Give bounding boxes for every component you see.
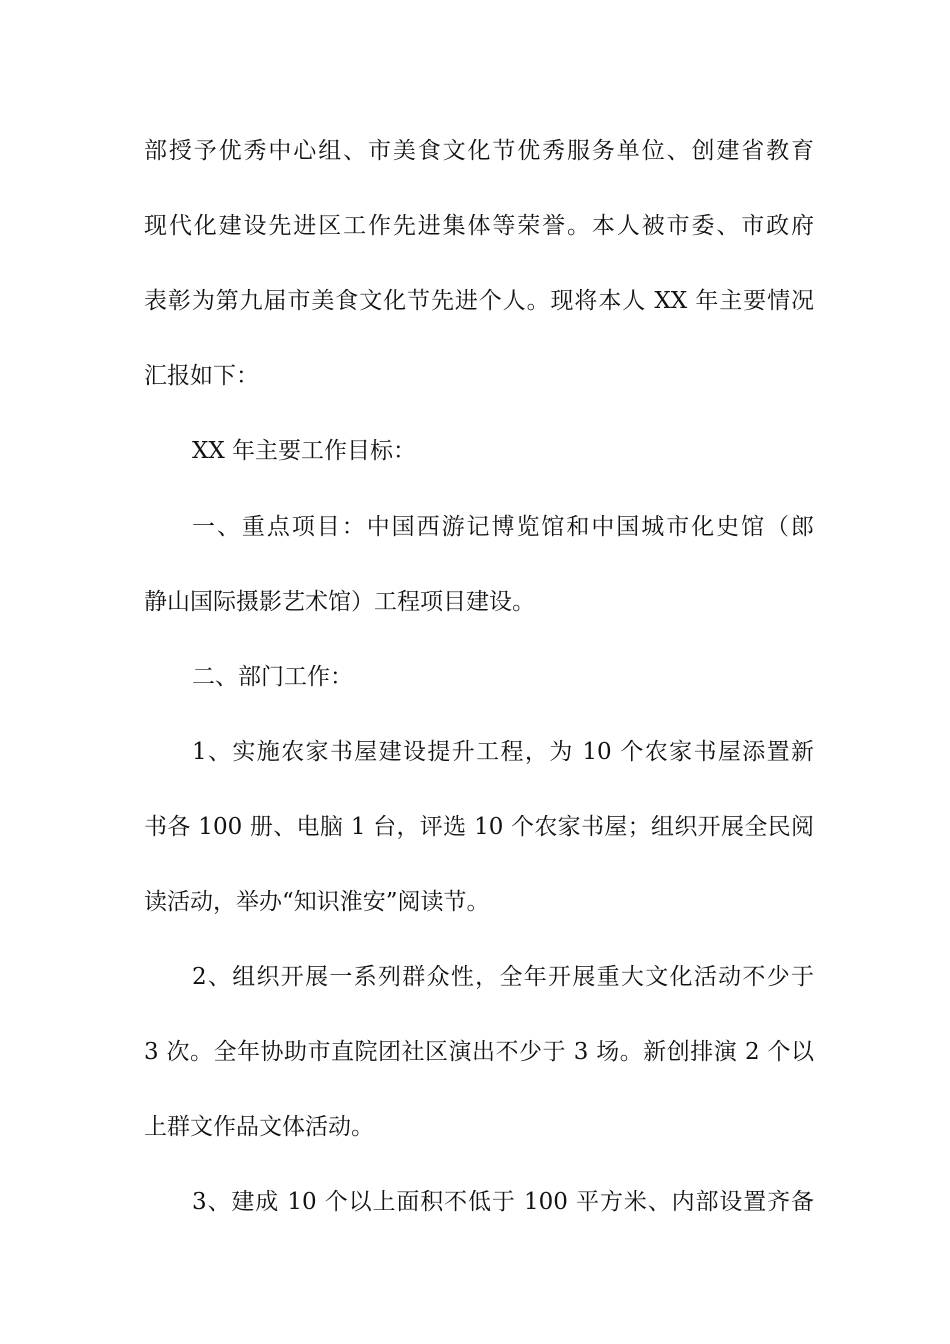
paragraph-line: 部授予优秀中心组、市美食文化节优秀服务单位、创建省教育 xyxy=(144,138,814,164)
paragraph-line: 2、组织开展一系列群众性，全年开展重大文化活动不少于 xyxy=(192,964,814,990)
paragraph-line: 1、实施农家书屋建设提升工程，为 10 个农家书屋添置新 xyxy=(192,739,814,765)
paragraph-line: 书各 100 册、电脑 1 台，评选 10 个农家书屋；组织开展全民阅 xyxy=(144,814,814,840)
section-heading: XX 年主要工作目标： xyxy=(192,438,417,464)
paragraph-line: 现代化建设先进区工作先进集体等荣誉。本人被市委、市政府 xyxy=(144,213,814,239)
paragraph-line: 静山国际摄影艺术馆）工程项目建设。 xyxy=(144,589,535,615)
section-heading: 二、部门工作： xyxy=(192,664,353,690)
paragraph-line: 读活动，举办“知识淮安”阅读节。 xyxy=(144,889,490,915)
paragraph-line: 表彰为第九届市美食文化节先进个人。现将本人 XX 年主要情况 xyxy=(144,288,814,314)
paragraph-line: 汇报如下： xyxy=(144,363,259,389)
paragraph-line: 3、建成 10 个以上面积不低于 100 平方米、内部设置齐备 xyxy=(192,1189,814,1215)
paragraph-line: 一、重点项目：中国西游记博览馆和中国城市化史馆（郎 xyxy=(192,514,814,540)
paragraph-line: 上群文作品文体活动。 xyxy=(144,1114,374,1140)
paragraph-line: 3 次。全年协助市直院团社区演出不少于 3 场。新创排演 2 个以 xyxy=(144,1039,814,1065)
